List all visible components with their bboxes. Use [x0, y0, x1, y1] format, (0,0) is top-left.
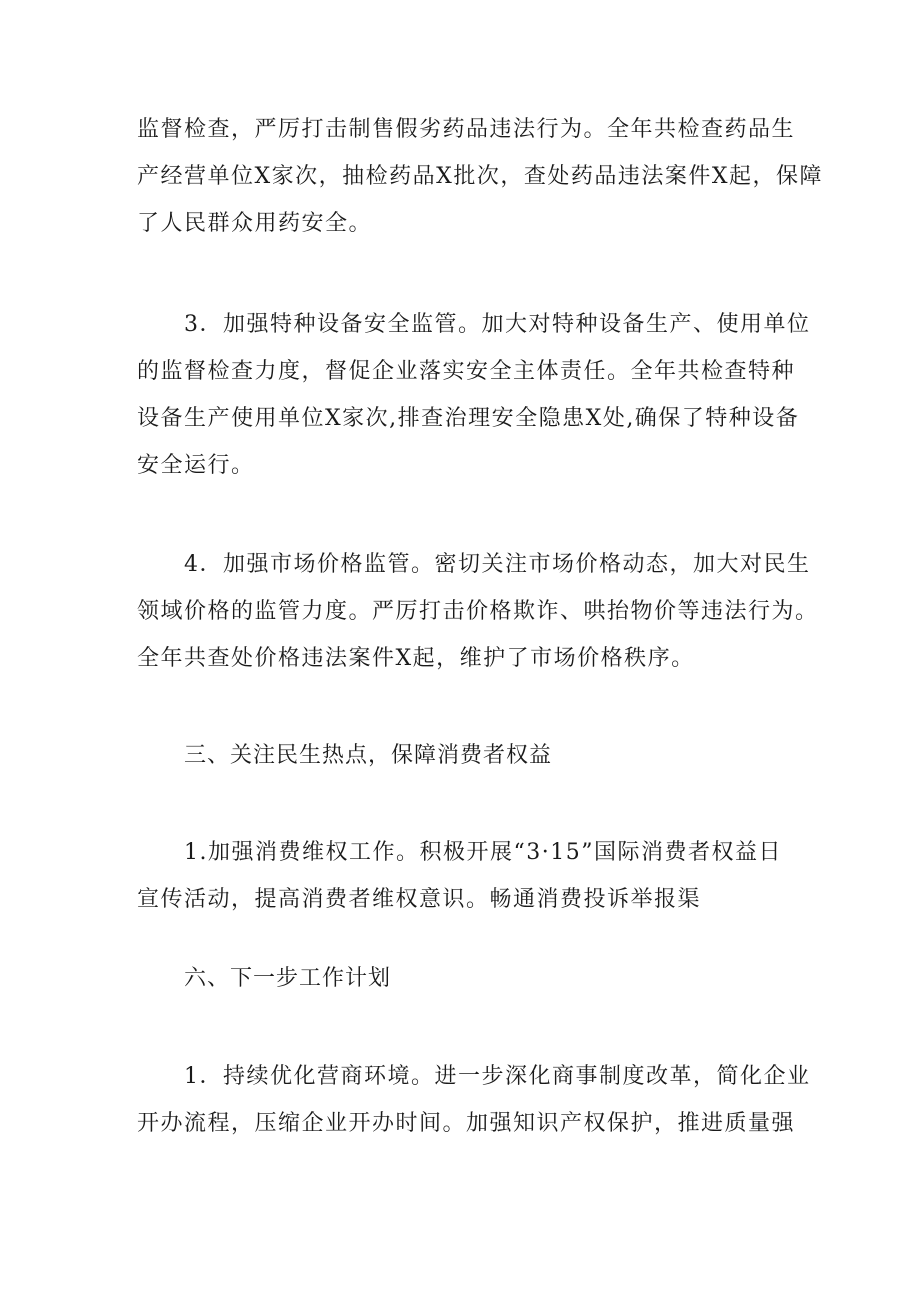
- paragraph-line: 监督检查，严厉打击制售假劣药品违法行为。全年共检查药品生: [137, 117, 796, 142]
- paragraph-line: 的监督检查力度，督促企业落实安全主体责任。全年共检查特种: [137, 359, 796, 384]
- paragraph-line: 安全运行。: [137, 453, 255, 478]
- paragraph-line: 宣传活动，提高消费者维权意识。畅通消费投诉举报渠: [137, 887, 702, 912]
- section-heading: 三、关注民生热点，保障消费者权益: [184, 743, 553, 768]
- section-heading: 六、下一步工作计划: [184, 966, 392, 991]
- paragraph-line: 3．加强特种设备安全监管。加大对特种设备生产、使用单位: [184, 312, 811, 337]
- paragraph-line: 全年共查处价格违法案件X起，维护了市场价格秩序。: [137, 646, 695, 671]
- paragraph-line: 1．持续优化营商环境。进一步深化商事制度改革，简化企业: [184, 1064, 811, 1089]
- paragraph-line: 1.加强消费维权工作。积极开展“3·15”国际消费者权益日: [184, 840, 782, 865]
- paragraph-line: 领域价格的监管力度。严厉打击价格欺诈、哄抬物价等违法行为。: [137, 599, 819, 624]
- paragraph-line: 开办流程，压缩企业开办时间。加强知识产权保护，推进质量强: [137, 1111, 796, 1136]
- paragraph-line: 产经营单位X家次，抽检药品X批次，查处药品违法案件X起，保障: [137, 164, 823, 189]
- paragraph-line: 设备生产使用单位X家次,排查治理安全隐患X处,确保了特种设备: [137, 406, 800, 431]
- paragraph-line: 了人民群众用药安全。: [137, 211, 373, 236]
- paragraph-line: 4．加强市场价格监管。密切关注市场价格动态，加大对民生: [184, 552, 811, 577]
